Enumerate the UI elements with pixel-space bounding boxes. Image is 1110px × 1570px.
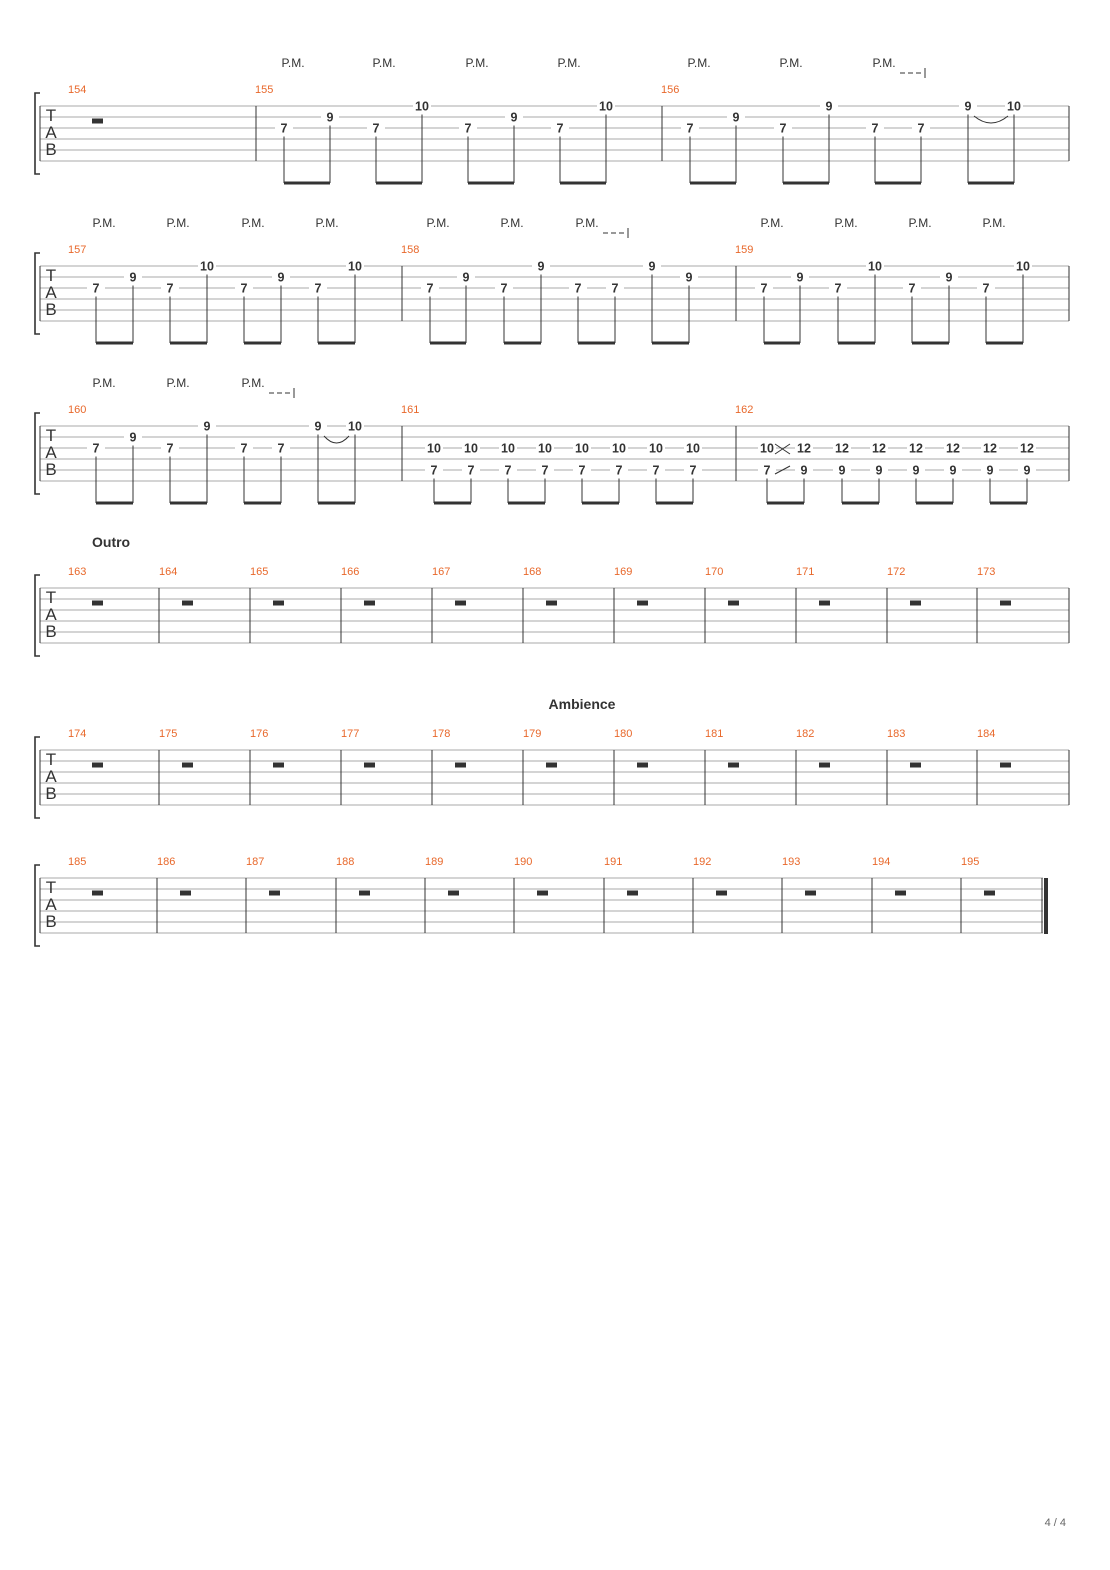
whole-rest: [910, 763, 921, 768]
whole-rest: [92, 763, 103, 768]
fret-number: 12: [1020, 441, 1034, 456]
whole-rest: [895, 891, 906, 896]
palm-mute-label: P.M.: [687, 56, 711, 70]
palm-mute-label: P.M.: [872, 56, 896, 70]
measure-number: 183: [887, 728, 906, 740]
tab-clef-letter: T: [45, 878, 57, 897]
palm-mute-label: P.M.: [982, 216, 1006, 230]
fret-number: 7: [779, 121, 787, 136]
fret-number: 10: [686, 441, 700, 456]
fret-number: 7: [314, 281, 322, 296]
measure-number: 190: [514, 856, 533, 868]
palm-mute-label: P.M.: [834, 216, 858, 230]
palm-mute-label: P.M.: [241, 376, 265, 390]
palm-mute-label: P.M.: [281, 56, 305, 70]
measure-number: 173: [977, 566, 996, 578]
fret-number: 12: [797, 441, 811, 456]
measure-number: 169: [614, 566, 633, 578]
tab-clef-letter: A: [45, 605, 57, 624]
slide-mark: [775, 444, 790, 454]
tab-clef-letter: T: [45, 750, 57, 769]
palm-mute-label: P.M.: [760, 216, 784, 230]
measure-number: 161: [401, 404, 420, 416]
fret-number: 9: [648, 259, 656, 274]
fret-number: 7: [760, 281, 768, 296]
fret-number: 7: [574, 281, 582, 296]
fret-number: 9: [838, 463, 846, 478]
fret-number: 7: [763, 463, 771, 478]
measure-number: 178: [432, 728, 451, 740]
measure-number: 172: [887, 566, 906, 578]
fret-number: 7: [464, 121, 472, 136]
fret-number: 7: [917, 121, 925, 136]
system-bracket: [35, 737, 40, 818]
fret-number: 10: [348, 259, 362, 274]
whole-rest: [728, 763, 739, 768]
fret-number: 7: [615, 463, 623, 478]
fret-number: 9: [314, 419, 322, 434]
fret-number: 7: [541, 463, 549, 478]
whole-rest: [984, 891, 995, 896]
tab-system: [35, 856, 1048, 946]
fret-number: 9: [510, 110, 518, 125]
palm-mute-label: P.M.: [166, 376, 190, 390]
measure-number: 168: [523, 566, 542, 578]
page-number: 4 / 4: [1044, 1517, 1066, 1529]
fret-number: 7: [166, 281, 174, 296]
measure-number: 182: [796, 728, 815, 740]
measure-number: 179: [523, 728, 542, 740]
section-title: Outro: [92, 534, 131, 550]
measure-number: 171: [796, 566, 815, 578]
tab-clef-letter: B: [45, 622, 57, 641]
system-bracket: [35, 413, 40, 494]
whole-rest: [364, 601, 375, 606]
measure-number: 185: [68, 856, 87, 868]
whole-rest: [546, 763, 557, 768]
fret-number: 9: [1023, 463, 1031, 478]
tab-clef-letter: T: [45, 588, 57, 607]
whole-rest: [537, 891, 548, 896]
whole-rest: [910, 601, 921, 606]
fret-number: 12: [872, 441, 886, 456]
measure-number: 162: [735, 404, 754, 416]
measure-number: 154: [68, 84, 87, 96]
fret-number: 7: [426, 281, 434, 296]
palm-mute-label: P.M.: [241, 216, 265, 230]
fret-number: 10: [760, 441, 774, 456]
fret-number: 9: [825, 99, 833, 114]
fret-number: 10: [348, 419, 362, 434]
whole-rest: [92, 891, 103, 896]
section-title: Ambience: [548, 696, 616, 712]
fret-number: 10: [1016, 259, 1030, 274]
fret-number: 12: [835, 441, 849, 456]
fret-number: 7: [504, 463, 512, 478]
system-bracket: [35, 865, 40, 946]
tab-system: [35, 376, 1069, 503]
measure-number: 180: [614, 728, 633, 740]
whole-rest: [92, 119, 103, 124]
measure-number: 175: [159, 728, 178, 740]
measure-number: 191: [604, 856, 623, 868]
fret-number: 12: [946, 441, 960, 456]
palm-mute-label: P.M.: [465, 56, 489, 70]
palm-mute-label: P.M.: [92, 376, 116, 390]
fret-number: 7: [240, 281, 248, 296]
fret-number: 9: [796, 270, 804, 285]
tab-system: [35, 56, 1069, 183]
palm-mute-label: P.M.: [557, 56, 581, 70]
measure-number: 156: [661, 84, 680, 96]
fret-number: 12: [983, 441, 997, 456]
fret-number: 9: [912, 463, 920, 478]
measure-number: 186: [157, 856, 176, 868]
whole-rest: [269, 891, 280, 896]
tab-clef-letter: B: [45, 784, 57, 803]
measure-number: 174: [68, 728, 87, 740]
measure-number: 184: [977, 728, 996, 740]
whole-rest: [805, 891, 816, 896]
whole-rest: [180, 891, 191, 896]
fret-number: 7: [500, 281, 508, 296]
tab-clef-letter: A: [45, 895, 57, 914]
measure-number: 164: [159, 566, 178, 578]
measure-number: 187: [246, 856, 265, 868]
whole-rest: [92, 601, 103, 606]
tab-clef-letter: B: [45, 460, 57, 479]
tab-clef-letter: T: [45, 266, 57, 285]
fret-number: 7: [92, 441, 100, 456]
tab-clef-letter: A: [45, 443, 57, 462]
whole-rest: [273, 763, 284, 768]
measure-number: 170: [705, 566, 724, 578]
measure-number: 160: [68, 404, 87, 416]
fret-number: 7: [166, 441, 174, 456]
fret-number: 7: [240, 441, 248, 456]
whole-rest: [819, 601, 830, 606]
palm-mute-label: P.M.: [779, 56, 803, 70]
fret-number: 7: [834, 281, 842, 296]
fret-number: 9: [326, 110, 334, 125]
palm-mute-label: P.M.: [575, 216, 599, 230]
measure-number: 195: [961, 856, 980, 868]
fret-number: 7: [652, 463, 660, 478]
tab-system: [35, 534, 1069, 656]
measure-number: 167: [432, 566, 451, 578]
fret-number: 10: [464, 441, 478, 456]
measure-number: 177: [341, 728, 360, 740]
palm-mute-label: P.M.: [500, 216, 524, 230]
fret-number: 10: [575, 441, 589, 456]
fret-number: 7: [92, 281, 100, 296]
whole-rest: [637, 763, 648, 768]
whole-rest: [1000, 601, 1011, 606]
measure-number: 188: [336, 856, 355, 868]
measure-number: 176: [250, 728, 269, 740]
fret-number: 10: [415, 99, 429, 114]
tab-clef-letter: B: [45, 140, 57, 159]
measure-number: 193: [782, 856, 801, 868]
measure-number: 194: [872, 856, 891, 868]
whole-rest: [546, 601, 557, 606]
fret-number: 9: [462, 270, 470, 285]
fret-number: 7: [430, 463, 438, 478]
whole-rest: [359, 891, 370, 896]
fret-number: 7: [467, 463, 475, 478]
fret-number: 7: [982, 281, 990, 296]
tab-systems: [35, 56, 1069, 946]
whole-rest: [273, 601, 284, 606]
measure-number: 192: [693, 856, 712, 868]
fret-number: 12: [909, 441, 923, 456]
system-bracket: [35, 93, 40, 174]
whole-rest: [364, 763, 375, 768]
fret-number: 10: [427, 441, 441, 456]
final-barline-thick: [1044, 878, 1048, 934]
fret-number: 9: [537, 259, 545, 274]
whole-rest: [455, 763, 466, 768]
whole-rest: [627, 891, 638, 896]
whole-rest: [455, 601, 466, 606]
fret-number: 9: [949, 463, 957, 478]
whole-rest: [728, 601, 739, 606]
fret-number: 9: [129, 430, 137, 445]
fret-number: 10: [599, 99, 613, 114]
tab-clef-letter: B: [45, 300, 57, 319]
fret-number: 9: [685, 270, 693, 285]
measure-number: 189: [425, 856, 444, 868]
tab-clef-letter: A: [45, 283, 57, 302]
whole-rest: [182, 763, 193, 768]
fret-number: 7: [556, 121, 564, 136]
measure-number: 157: [68, 244, 87, 256]
tab-clef-letter: A: [45, 123, 57, 142]
palm-mute-label: P.M.: [426, 216, 450, 230]
measure-number: 158: [401, 244, 420, 256]
palm-mute-label: P.M.: [92, 216, 116, 230]
system-bracket: [35, 253, 40, 334]
fret-number: 10: [1007, 99, 1021, 114]
fret-number: 9: [203, 419, 211, 434]
fret-number: 7: [280, 121, 288, 136]
measure-number: 165: [250, 566, 269, 578]
tab-clef-letter: B: [45, 912, 57, 931]
fret-number: 7: [578, 463, 586, 478]
palm-mute-label: P.M.: [908, 216, 932, 230]
tab-clef-letter: A: [45, 767, 57, 786]
fret-number: 7: [611, 281, 619, 296]
fret-number: 10: [200, 259, 214, 274]
measure-number: 181: [705, 728, 724, 740]
whole-rest: [716, 891, 727, 896]
fret-number: 10: [501, 441, 515, 456]
fret-number: 9: [732, 110, 740, 125]
measure-number: 166: [341, 566, 360, 578]
whole-rest: [819, 763, 830, 768]
fret-number: 10: [612, 441, 626, 456]
measure-number: 159: [735, 244, 754, 256]
tab-clef-letter: T: [45, 426, 57, 445]
fret-number: 7: [908, 281, 916, 296]
fret-number: 9: [945, 270, 953, 285]
fret-number: 9: [277, 270, 285, 285]
tab-system: [35, 216, 1069, 343]
fret-number: 9: [986, 463, 994, 478]
whole-rest: [637, 601, 648, 606]
palm-mute-label: P.M.: [372, 56, 396, 70]
fret-number: 10: [538, 441, 552, 456]
fret-number: 10: [868, 259, 882, 274]
fret-number: 9: [875, 463, 883, 478]
whole-rest: [1000, 763, 1011, 768]
fret-number: 9: [800, 463, 808, 478]
fret-number: 7: [689, 463, 697, 478]
fret-number: 9: [129, 270, 137, 285]
fret-number: 7: [372, 121, 380, 136]
palm-mute-label: P.M.: [166, 216, 190, 230]
fret-number: 7: [277, 441, 285, 456]
tab-clef-letter: T: [45, 106, 57, 125]
fret-number: 7: [871, 121, 879, 136]
measure-number: 163: [68, 566, 87, 578]
palm-mute-label: P.M.: [315, 216, 339, 230]
tab-system: [35, 696, 1069, 818]
fret-number: 7: [686, 121, 694, 136]
fret-number: 9: [964, 99, 972, 114]
whole-rest: [182, 601, 193, 606]
measure-number: 155: [255, 84, 274, 96]
system-bracket: [35, 575, 40, 656]
whole-rest: [448, 891, 459, 896]
fret-number: 10: [649, 441, 663, 456]
